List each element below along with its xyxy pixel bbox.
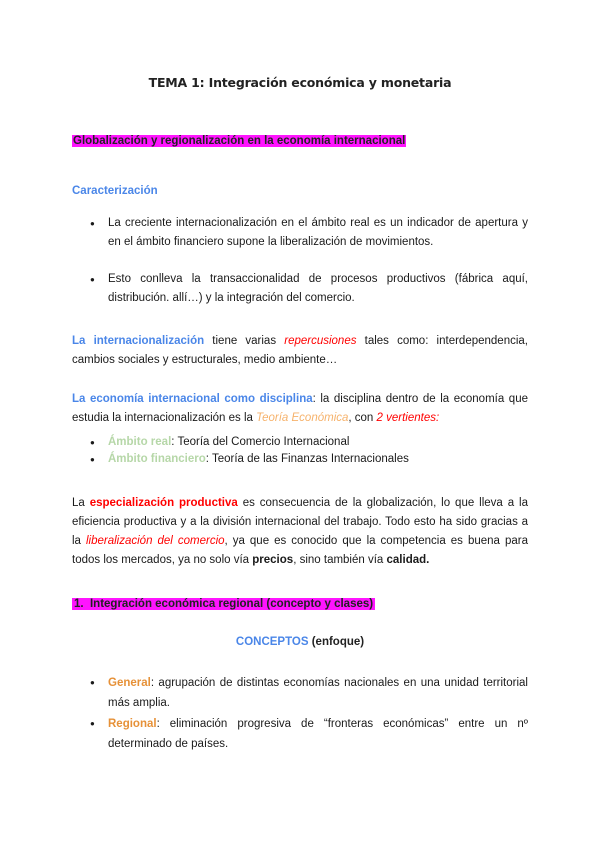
list-item: ● General: agrupación de distintas economías nacionales en una unidad territorial más amplia. bbox=[72, 673, 528, 713]
conceptos-list bbox=[72, 673, 528, 754]
liberalizacion-highlight: liberalización del comercio bbox=[85, 535, 225, 547]
internacionalizacion-term: La internacionalización bbox=[72, 335, 205, 347]
list-item: ● La creciente internacionalización en el ámbito real es un indicador de apertura y en el ámbito financiero supone la liberalización de movimientos. bbox=[72, 214, 528, 252]
internacionalizacion-paragraph: La internacionalización tiene varias repercusiones tales como: interdependencia, cambios sociales y estructurales, medio ambiente… bbox=[72, 335, 528, 366]
page-title: TEMA 1: Integración económica y monetaria bbox=[148, 75, 452, 90]
conceptos-heading: CONCEPTOS (enfoque) bbox=[235, 636, 365, 648]
vertientes-list bbox=[72, 434, 528, 468]
list-item: ● Ámbito financiero: Teoría de las Finanzas Internacionales bbox=[72, 451, 528, 468]
main-section-heading: Globalización y regionalización en la economía internacional bbox=[73, 135, 406, 147]
teoria-economica-highlight: Teoría Económica bbox=[256, 412, 349, 424]
especializacion-term: especialización productiva bbox=[89, 497, 238, 509]
especializacion-paragraph: La especialización productiva es consecuencia de la globalización, lo que lleva a la eficiencia productiva y a la división internacional del trabajo. Todo esto ha sido gracias a la liberalización del comercio, ya que es conocido que la competencia es buena para todos los mercados, ya no solo vía precios, sino también vía calidad. bbox=[72, 497, 528, 566]
section-1-heading: 1. Integración económica regional (concepto y clases) bbox=[74, 598, 374, 610]
vertientes-highlight: 2 vertientes: bbox=[376, 412, 440, 424]
list-item: ● Regional: eliminación progresiva de “fronteras económicas” entre un nº determinado de países. bbox=[72, 714, 528, 754]
economia-paragraph: La economía internacional como disciplina: la disciplina dentro de la economía que estudia la internacionalización es la Teoría Económica, con 2 vertientes: bbox=[72, 393, 528, 424]
repercusiones-highlight: repercusiones bbox=[284, 335, 357, 347]
caracterizacion-list bbox=[72, 214, 528, 308]
economia-term: La economía internacional como disciplina bbox=[72, 393, 313, 405]
caracterizacion-heading: Caracterización bbox=[72, 185, 158, 197]
list-item: ● Esto conlleva la transaccionalidad de procesos productivos (fábrica aquí, distribución. allí…) y la integración del comercio. bbox=[72, 270, 528, 308]
list-item: ● Ámbito real: Teoría del Comercio Internacional bbox=[72, 434, 528, 451]
